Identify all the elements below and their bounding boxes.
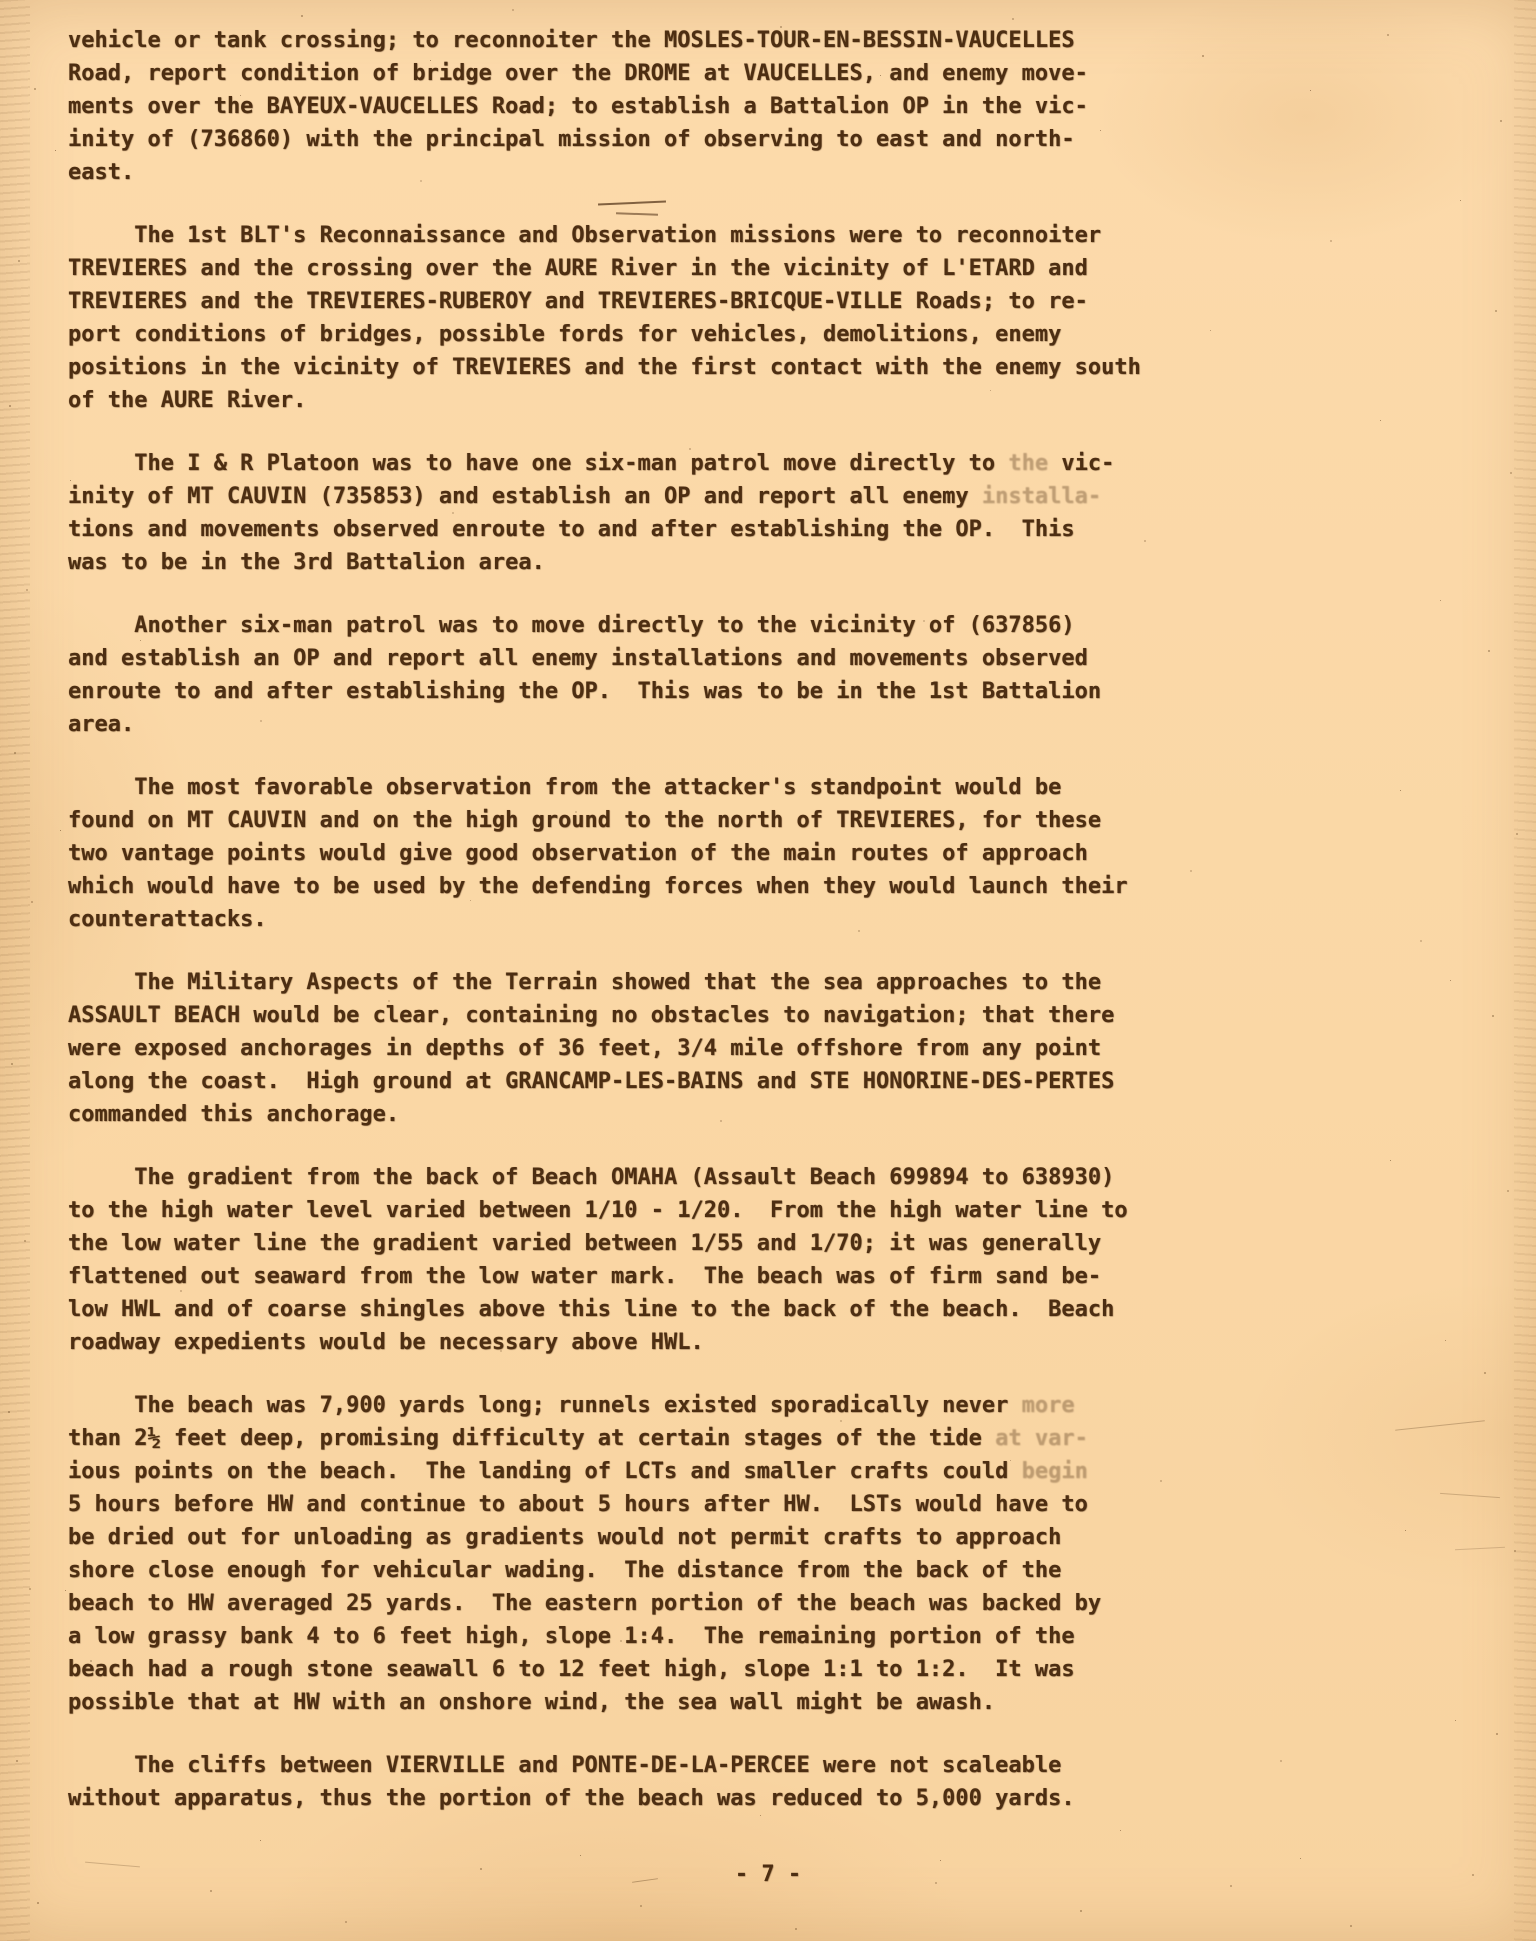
text-line: than 2½ feet deep, promising difficulty at certain stages of the tide at var- [68, 1426, 1088, 1451]
text-line: ASSAULT BEACH would be clear, containing no obstacles to navigation; that there [68, 1003, 1115, 1028]
text-line: inity of (736860) with the principal mission of observing to east and north- [68, 127, 1075, 152]
text-line: The 1st BLT's Reconnaissance and Observation missions were to reconnoiter [68, 223, 1102, 248]
document-text [68, 24, 1198, 1815]
text-line: ious points on the beach. The landing of LCTs and smaller crafts could begin [68, 1459, 1088, 1484]
text-line: The beach was 7,900 yards long; runnels existed sporadically never more [68, 1393, 1075, 1418]
text-line: be dried out for unloading as gradients would not permit crafts to approach [68, 1525, 1062, 1550]
paragraph [68, 24, 1198, 189]
text-line: low HWL and of coarse shingles above this line to the back of the beach. Beach [68, 1297, 1115, 1322]
page-number: - 7 - [734, 1862, 802, 1887]
text-line: shore close enough for vehicular wading. The distance from the back of the [68, 1558, 1062, 1583]
text-line: The I & R Platoon was to have one six-man patrol move directly to the vic- [68, 451, 1115, 476]
text-line: The most favorable observation from the attacker's standpoint would be [68, 775, 1062, 800]
text-line: inity of MT CAUVIN (735853) and establish an OP and report all enemy installa- [68, 484, 1102, 509]
text-line: which would have to be used by the defending forces when they would launch their [68, 874, 1128, 899]
margin-scratch [1455, 1547, 1505, 1551]
text-line: without apparatus, thus the portion of the beach was reduced to 5,000 yards. [68, 1786, 1075, 1811]
text-line: found on MT CAUVIN and on the high ground to the north of TREVIERES, for these [68, 808, 1102, 833]
text-line: The Military Aspects of the Terrain showed that the sea approaches to the [68, 970, 1102, 995]
margin-scratch [1440, 1493, 1500, 1498]
paragraph [68, 1161, 1198, 1359]
text-line: Road, report condition of bridge over the DROME at VAUCELLES, and enemy move- [68, 61, 1088, 86]
text-line: to the high water level varied between 1/10 - 1/20. From the high water line to [68, 1198, 1128, 1223]
paragraph [68, 1749, 1198, 1815]
text-line: a low grassy bank 4 to 6 feet high, slope 1:4. The remaining portion of the [68, 1624, 1075, 1649]
text-line: of the AURE River. [68, 388, 307, 413]
scan-edge-noise-right [1514, 0, 1536, 1941]
text-line: ments over the BAYEUX-VAUCELLES Road; to establish a Battalion OP in the vic- [68, 94, 1088, 119]
paragraph [68, 771, 1198, 936]
text-line: counterattacks. [68, 907, 267, 932]
text-line: vehicle or tank crossing; to reconnoiter the MOSLES-TOUR-EN-BESSIN-VAUCELLES [68, 28, 1075, 53]
text-line: roadway expedients would be necessary above HWL. [68, 1330, 704, 1355]
text-line: port conditions of bridges, possible fords for vehicles, demolitions, enemy [68, 322, 1062, 347]
text-line: east. [68, 160, 135, 185]
paragraph [68, 966, 1198, 1131]
text-line: two vantage points would give good observation of the main routes of approach [68, 841, 1088, 866]
paragraph [68, 219, 1198, 417]
text-line: was to be in the 3rd Battalion area. [68, 550, 545, 575]
text-line: The cliffs between VIERVILLE and PONTE-DE-LA-PERCEE were not scaleable [68, 1753, 1062, 1778]
text-line: possible that at HW with an onshore wind, the sea wall might be awash. [68, 1690, 996, 1715]
margin-scratch [1395, 1420, 1485, 1430]
scan-speckles [0, 0, 2, 2]
text-line: beach to HW averaged 25 yards. The eastern portion of the beach was backed by [68, 1591, 1102, 1616]
text-line: along the coast. High ground at GRANCAMP-LES-BAINS and STE HONORINE-DES-PERTES [68, 1069, 1115, 1094]
scan-edge-noise-left [0, 0, 30, 1941]
text-line: flattened out seaward from the low water mark. The beach was of firm sand be- [68, 1264, 1102, 1289]
scan-speckles-fine [0, 0, 1, 1]
text-line: area. [68, 712, 135, 737]
text-line: the low water line the gradient varied between 1/55 and 1/70; it was generally [68, 1231, 1102, 1256]
text-line: Another six-man patrol was to move directly to the vicinity of (637856) [68, 613, 1075, 638]
text-line: enroute to and after establishing the OP. This was to be in the 1st Battalion [68, 679, 1102, 704]
text-line: were exposed anchorages in depths of 36 feet, 3/4 mile offshore from any point [68, 1036, 1102, 1061]
text-line: The gradient from the back of Beach OMAHA (Assault Beach 699894 to 638930) [68, 1165, 1115, 1190]
text-line: TREVIERES and the TREVIERES-RUBEROY and TREVIERES-BRICQUE-VILLE Roads; to re- [68, 289, 1088, 314]
text-line: TREVIERES and the crossing over the AURE River in the vicinity of L'ETARD and [68, 256, 1088, 281]
text-line: positions in the vicinity of TREVIERES and the first contact with the enemy south [68, 355, 1141, 380]
text-line: beach had a rough stone seawall 6 to 12 feet high, slope 1:1 to 1:2. It was [68, 1657, 1075, 1682]
paragraph [68, 1389, 1198, 1719]
paragraph [68, 447, 1198, 579]
paragraph [68, 609, 1198, 741]
text-line: tions and movements observed enroute to and after establishing the OP. This [68, 517, 1075, 542]
text-line: and establish an OP and report all enemy installations and movements observed [68, 646, 1088, 671]
text-line: commanded this anchorage. [68, 1102, 400, 1127]
text-line: 5 hours before HW and continue to about 5 hours after HW. LSTs would have to [68, 1492, 1088, 1517]
